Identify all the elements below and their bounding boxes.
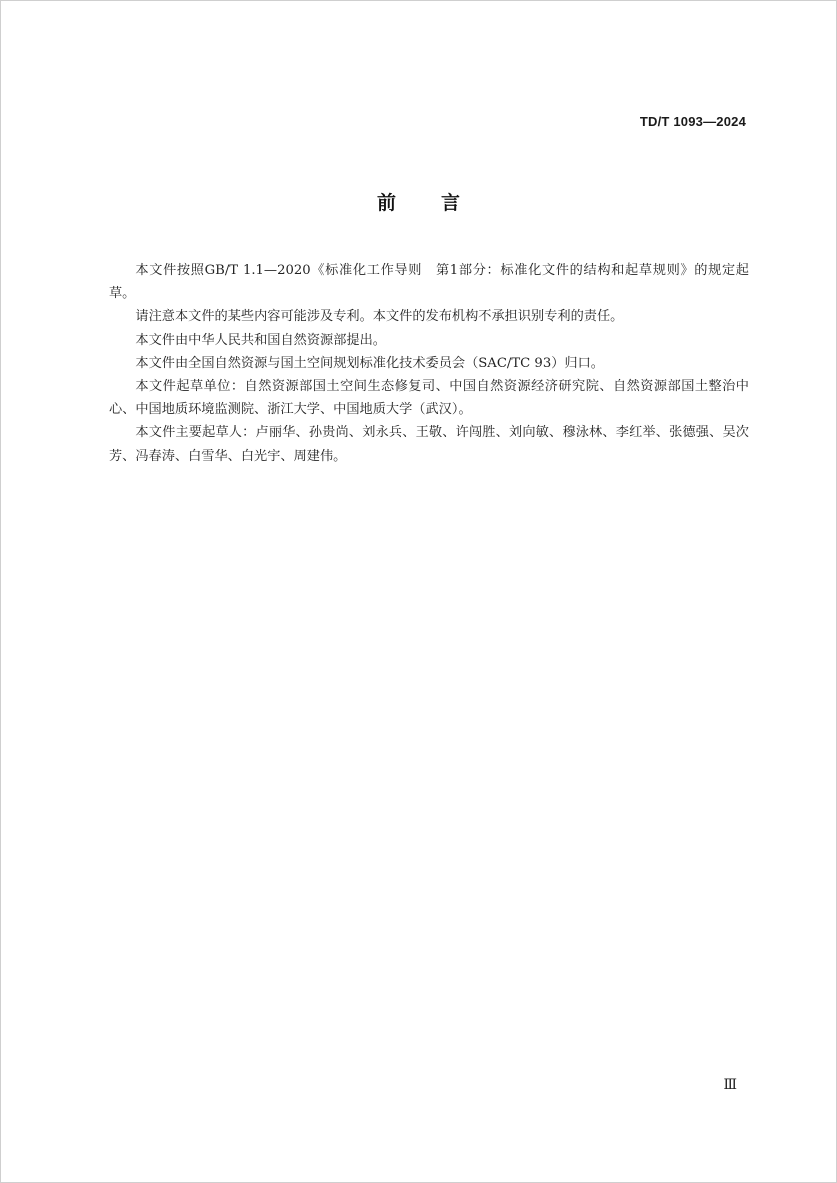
paragraph-committee: 本文件由全国自然资源与国土空间规划标准化技术委员会（SAC/TC 93）归口。 [135, 355, 604, 371]
preface-body [109, 259, 749, 468]
standard-code: TD/T 1093—2024 [639, 114, 746, 129]
paragraph-drafting-rules: 本文件按照GB/T 1.1—2020《标准化工作导则 第1部分：标准化文件的结构和起草规则》的规定起草。 [109, 263, 749, 302]
page-title: 前言 [376, 192, 505, 214]
paragraph-patent-notice: 请注意本文件的某些内容可能涉及专利。本文件的发布机构不承担识别专利的责任。 [135, 309, 624, 325]
paragraph-drafting-units: 本文件起草单位：自然资源部国土空间生态修复司、中国自然资源经济研究院、自然资源部国土整治中心、中国地质环境监测院、浙江大学、中国地质大学（武汉）。 [109, 379, 749, 418]
paragraph-proposer: 本文件由中华人民共和国自然资源部提出。 [135, 332, 386, 348]
paragraph-drafters: 本文件主要起草人：卢丽华、孙贵尚、刘永兵、王敬、许闯胜、刘向敏、穆泳林、李红举、张德强、吴次芳、冯春涛、白雪华、白光宇、周建伟。 [109, 425, 749, 464]
page-number: Ⅲ [723, 1077, 737, 1093]
